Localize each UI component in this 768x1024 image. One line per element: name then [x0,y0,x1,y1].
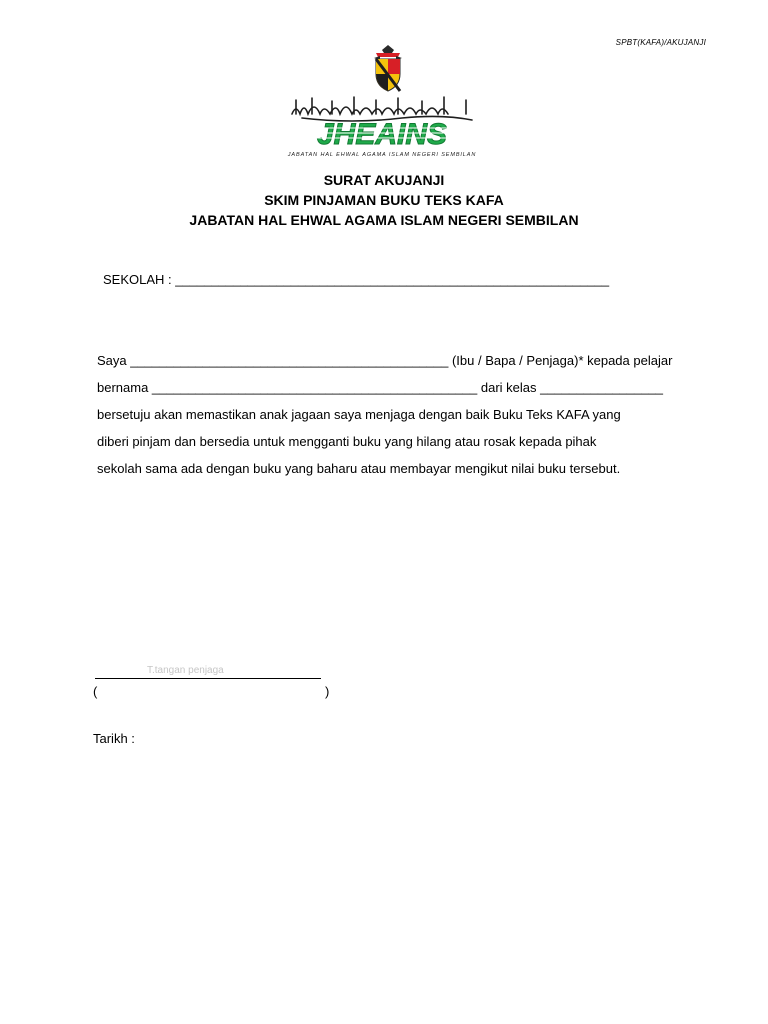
signature-block [95,662,321,682]
declaration-line-5: sekolah sama ada dengan buku yang baharu atau membayar mengikut nilai buku tersebut. [97,461,621,476]
paren-open: ( [93,684,98,699]
reference-code: SPBT(KAFA)/AKUJANJI [615,38,706,47]
date-field[interactable]: Tarikh : [93,731,135,746]
title-line-3: JABATAN HAL EHWAL AGAMA ISLAM NEGERI SEMBILAN [189,212,579,228]
signature-line[interactable] [95,662,321,679]
name-field[interactable] [93,684,333,699]
title-line-2: SKIM PINJAMAN BUKU TEKS KAFA [264,192,504,208]
declaration-line-3: bersetuju akan memastikan anak jagaan saya menjaga dengan baik Buku Teks KAFA yang [97,407,621,422]
paren-close: ) [325,684,330,699]
declaration-line-1[interactable]: Saya ____________________________________________ (Ibu / Bapa / Penjaga)* kepada pelajar [97,353,673,368]
state-crest-icon [368,44,408,94]
declaration-paragraph [97,347,697,482]
logo-subtitle: JABATAN HAL EHWAL AGAMA ISLAM NEGERI SEMBILAN [287,152,477,158]
title-line-1: SURAT AKUJANJI [323,172,445,188]
declaration-line-4: diberi pinjam dan bersedia untuk mengganti buku yang hilang atau rosak kepada pihak [97,434,597,449]
jheains-logo [272,92,494,162]
logo-wordmark: JHEAINS [316,118,448,151]
document-title [0,170,768,230]
signature-hint: T.tangan penjaga [147,665,224,676]
declaration-line-2[interactable]: bernama _____________________________________________ dari kelas _________________ [97,380,664,395]
sekolah-field[interactable]: SEKOLAH : ____________________________________________________________ [103,272,610,287]
jheains-logo-image [272,92,494,162]
